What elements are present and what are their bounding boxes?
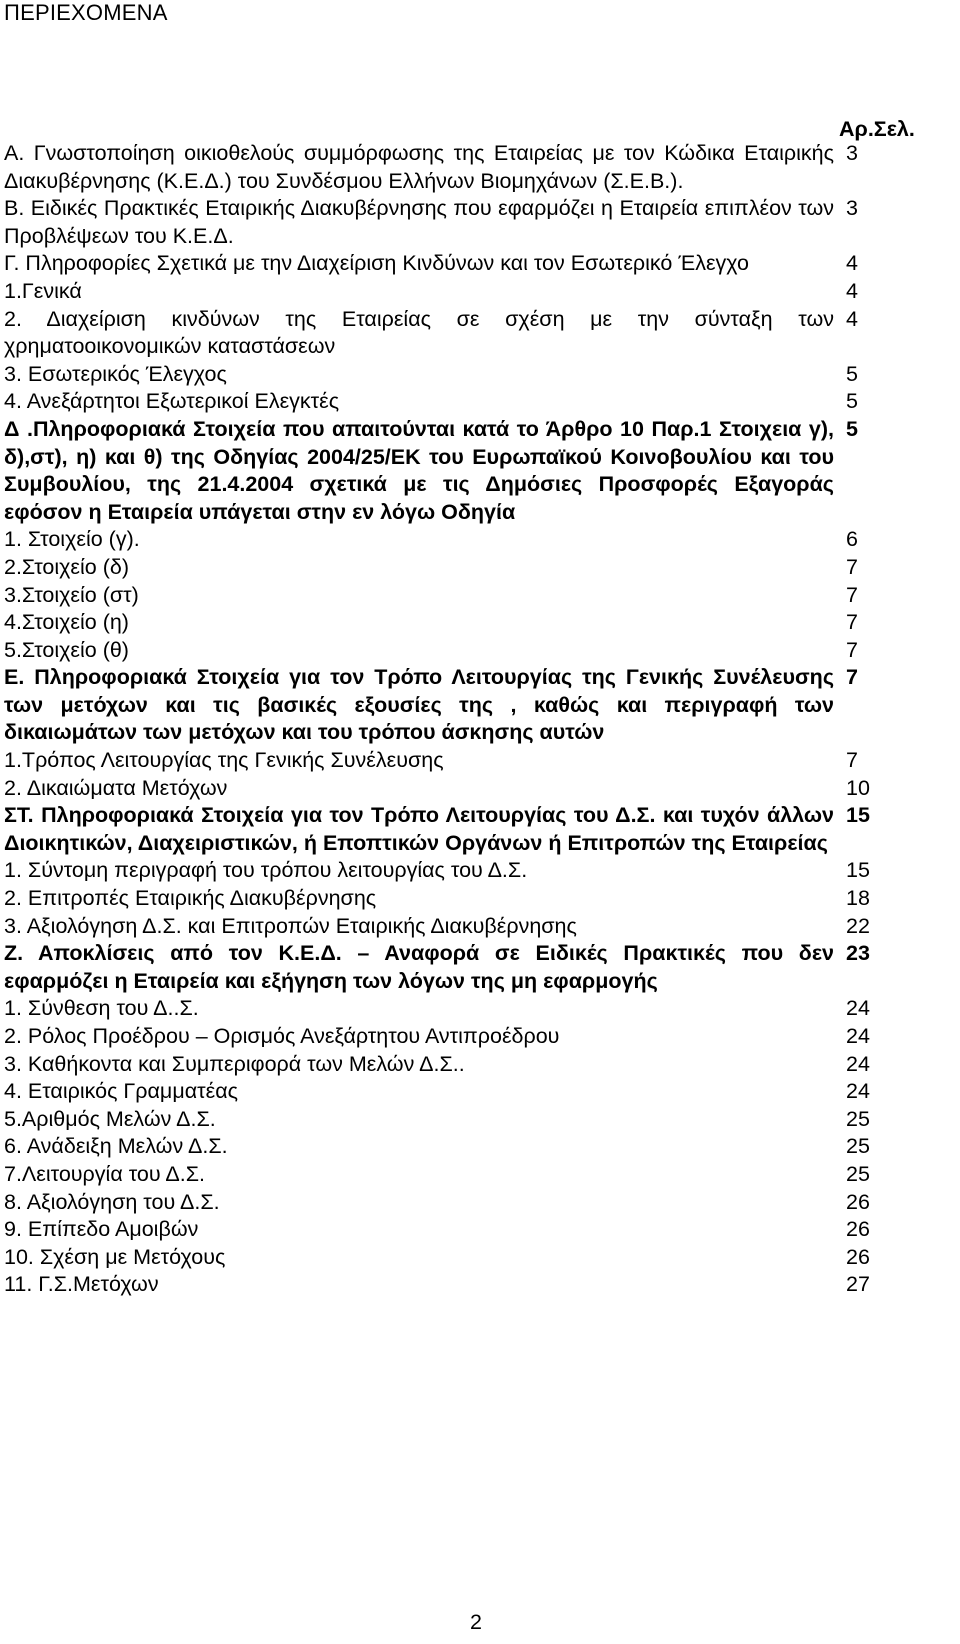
toc-entry: [4, 1051, 954, 1079]
toc-entry: [4, 637, 954, 665]
toc-entry-page: 3: [846, 196, 858, 221]
toc-entry-text: 2. Διαχείριση κινδύνων της Εταιρείας σε σχέση με την σύνταξη των χρηματοοικονομικών καταστάσεων: [4, 306, 834, 359]
toc-entry: [4, 1271, 954, 1299]
toc-entry-page: 25: [846, 1106, 870, 1131]
toc-entry-page: 5: [846, 361, 858, 386]
toc-entry: [4, 1161, 954, 1189]
toc-entry-page: 22: [846, 913, 870, 938]
toc-entry-text: Ζ. Αποκλίσεις από τον Κ.Ε.Δ. – Αναφορά σε Ειδικές Πρακτικές που δεν εφαρμόζει η Εταιρεία και εξήγηση των λόγων της μη εφαρμογής: [4, 941, 834, 993]
toc-entry-text: 6. Ανάδειξη Μελών Δ.Σ.: [4, 1134, 228, 1159]
toc-entry-page: 25: [846, 1134, 870, 1159]
toc-entry-page: 5: [846, 416, 858, 441]
toc-entry-page: 25: [846, 1161, 870, 1186]
toc-entry-page: 7: [846, 582, 858, 607]
toc-entry-page: 7: [846, 554, 858, 579]
toc-entry-text: Β. Ειδικές Πρακτικές Εταιρικής Διακυβέρνησης που εφαρμόζει η Εταιρεία επιπλέον των Προβλέψεων του Κ.Ε.Δ.: [4, 196, 834, 248]
toc-entry-page: 4: [846, 251, 858, 276]
toc-entry-text: Δ .Πληροφοριακά Στοιχεία που απαιτούνται κατά το Άρθρο 10 Παρ.1 Στοιχεια γ), δ),στ), η) και θ) της Οδηγίας 2004/25/ΕΚ του Ευρωπαϊκού Κοινοβουλίου και του Συμβουλίου, της 21.4.2004 σχετικά με τις Δημόσιες Προσφορές Εξαγοράς εφόσον η Εταιρεία υπάγεται στην εν λόγω Οδηγία: [4, 416, 834, 524]
toc-entry-page: 10: [846, 775, 870, 800]
toc-entry-page: 27: [846, 1272, 870, 1297]
toc-entry-text: 3. Καθήκοντα και Συμπεριφορά των Μελών Δ.Σ..: [4, 1051, 465, 1076]
toc-entry-text: 3. Αξιολόγηση Δ.Σ. και Επιτροπών Εταιρικής Διακυβέρνησης: [4, 913, 577, 938]
toc-entry-text: 5.Στοιχείο (θ): [4, 637, 129, 662]
toc-entry: [4, 1216, 954, 1244]
toc-entry-page: 26: [846, 1244, 870, 1269]
toc-entry: [4, 582, 954, 610]
toc-entry: [4, 913, 954, 941]
toc-entry: [4, 140, 954, 195]
toc-entry: [4, 278, 954, 306]
toc-entry-page: 7: [846, 665, 858, 690]
page-number-column-header: Αρ.Σελ.: [839, 117, 915, 141]
toc-entry-page: 7: [846, 637, 858, 662]
toc-entry: [4, 857, 954, 885]
toc-entry-text: 10. Σχέση με Μετόχους: [4, 1244, 226, 1269]
toc-entry: [4, 995, 954, 1023]
toc-entry: [4, 1133, 954, 1161]
toc-entry-page: 7: [846, 610, 858, 635]
toc-entry-page: 5: [846, 389, 858, 414]
toc-entry-text: 4. Εταιρικός Γραμματέας: [4, 1079, 239, 1104]
page-title: ΠΕΡΙΕΧΟΜΕΝΑ: [4, 0, 168, 25]
toc-entry-text: Ε. Πληροφοριακά Στοιχεία για τον Τρόπο Λειτουργίας της Γενικής Συνέλευσης των μετόχων και τις βασικές εξουσίες της , καθώς και περιγραφή των δικαιωμάτων των μετόχων και του τρόπου άσκησης αυτών: [4, 665, 834, 745]
toc-entry: [4, 526, 954, 554]
toc-entry-text: 2.Στοιχείο (δ): [4, 554, 129, 579]
toc-entry: [4, 775, 954, 803]
toc-entry-text: Α. Γνωστοποίηση οικιοθελούς συμμόρφωσης της Εταιρείας με τον Κώδικα Εταιρικής Διακυβέρνησης (Κ.Ε.Δ.) του Συνδέσμου Ελλήνων Βιομηχάνων (Σ.Ε.Β.).: [4, 141, 834, 193]
toc-entry: [4, 1106, 954, 1134]
toc-entry-text: 3.Στοιχείο (στ): [4, 582, 139, 607]
toc-entry-page: 4: [846, 306, 858, 331]
toc-entry: [4, 416, 954, 526]
toc-entry-text: 2. Ρόλος Προέδρου – Ορισμός Ανεξάρτητου Αντιπροέδρου: [4, 1024, 560, 1048]
footer-page-number: 2: [470, 1610, 482, 1634]
toc-entry-text: 11. Γ.Σ.Μετόχων: [4, 1272, 159, 1297]
toc-entry: [4, 1189, 954, 1217]
toc-entry: [4, 940, 954, 995]
toc-entry-page: 6: [846, 527, 858, 552]
toc-entry-text: 4. Ανεξάρτητοι Εξωτερικοί Ελεγκτές: [4, 389, 340, 414]
toc-entry-page: 15: [846, 803, 870, 828]
toc-entry-page: 24: [846, 996, 870, 1021]
toc-entry-page: 18: [846, 886, 870, 911]
table-of-contents: [4, 140, 954, 1299]
toc-entry-page: 3: [846, 141, 858, 165]
toc-entry-text: 1. Σύνθεση του Δ..Σ.: [4, 996, 199, 1021]
toc-entry-page: 23: [846, 941, 870, 966]
toc-entry-text: 7.Λειτουργία του Δ.Σ.: [4, 1161, 206, 1186]
toc-entry: [4, 664, 954, 747]
toc-entry-text: ΣΤ. Πληροφοριακά Στοιχεία για τον Τρόπο Λειτουργίας του Δ.Σ. και τυχόν άλλων Διοικητικών, Διαχειριστικών, ή Εποπτικών Οργάνων ή Επιτροπών της Εταιρείας: [4, 803, 834, 855]
toc-entry: [4, 554, 954, 582]
toc-entry-text: 2. Επιτροπές Εταιρικής Διακυβέρνησης: [4, 886, 377, 911]
toc-entry-text: 9. Επίπεδο Αμοιβών: [4, 1217, 199, 1242]
toc-entry-text: 2. Δικαιώματα Μετόχων: [4, 775, 228, 800]
toc-entry-text: 1.Τρόπος Λειτουργίας της Γενικής Συνέλευσης: [4, 748, 444, 773]
toc-entry: [4, 885, 954, 913]
toc-entry: [4, 306, 954, 361]
toc-entry: [4, 747, 954, 775]
toc-entry: [4, 1023, 954, 1051]
toc-entry-text: 3. Εσωτερικός Έλεγχος: [4, 361, 227, 386]
toc-entry: [4, 802, 954, 857]
toc-entry: [4, 388, 954, 416]
toc-entry-page: 24: [846, 1079, 870, 1104]
toc-entry-page: 24: [846, 1024, 870, 1048]
toc-entry-page: 15: [846, 858, 870, 883]
toc-entry-page: 26: [846, 1217, 870, 1242]
toc-entry: [4, 1078, 954, 1106]
toc-entry: [4, 361, 954, 389]
toc-entry: [4, 1244, 954, 1272]
toc-entry-text: 8. Αξιολόγηση του Δ.Σ.: [4, 1189, 220, 1214]
toc-entry-text: 1. Σύντομη περιγραφή του τρόπου λειτουργίας του Δ.Σ.: [4, 858, 528, 883]
toc-entry-page: 7: [846, 748, 858, 773]
toc-entry-text: 5.Αριθμός Μελών Δ.Σ.: [4, 1106, 216, 1131]
toc-entry-text: Γ. Πληροφορίες Σχετικά με την Διαχείριση Κινδύνων και τον Εσωτερικό Έλεγχο: [4, 251, 749, 276]
toc-entry: [4, 195, 954, 250]
toc-entry-page: 24: [846, 1051, 870, 1076]
toc-entry: [4, 609, 954, 637]
toc-entry-text: 1.Γενικά: [4, 278, 82, 303]
toc-entry-page: 26: [846, 1189, 870, 1214]
toc-entry-page: 4: [846, 278, 858, 303]
toc-entry-text: 1. Στοιχείο (γ).: [4, 527, 140, 552]
toc-entry: [4, 250, 954, 278]
toc-entry-text: 4.Στοιχείο (η): [4, 610, 129, 635]
